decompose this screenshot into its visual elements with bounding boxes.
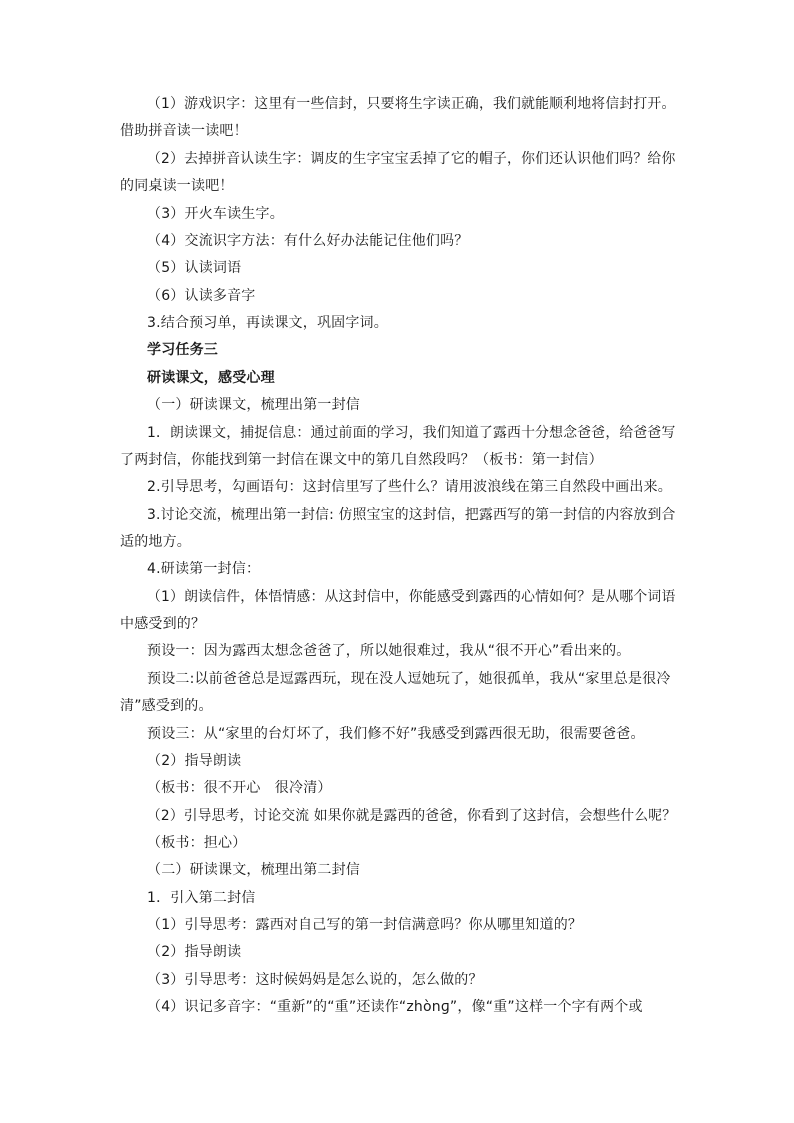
text-line: 的同桌读一读吧！ [120,178,234,194]
text-line: 2.引导思考，勾画语句：这封信里写了些什么？请用波浪线在第三自然段中画出来。 [147,479,672,495]
text-line: （4）交流识字方法：有什么好办法能记住他们吗？ [147,233,469,249]
text-line: 了两封信，你能找到第一封信在课文中的第几自然段吗？（板书：第一封信） [120,452,603,468]
text-line: （2）指导朗读 [147,944,242,960]
text-line: （4）识记多音字：“重新”的“重”还读作“zhònɡ”，像“重”这样一个字有两个或 [147,999,643,1015]
text-line: 预设二:以前爸爸总是逗露西玩，现在没人逗她玩了，她很孤单，我从“家里总是很冷 [147,671,671,687]
text-line: 1．引入第二封信 [147,890,256,906]
text-line: （板书：担心） [147,835,247,851]
text-line: 清”感受到的。 [120,698,213,714]
text-line: （5）认读词语 [147,260,242,276]
text-line: （1）朗读信件，体悟情感：从这封信中，你能感受到露西的心情如何？是从哪个词语 [147,589,676,605]
text-line: （1）游戏识字：这里有一些信封，只要将生字读正确，我们就能顺利地将信封打开。 [147,96,676,112]
text-line: （3）引导思考：这时候妈妈是怎么说的，怎么做的？ [147,972,483,988]
text-line: 4.研读第一封信： [147,561,261,577]
text-line: 3.结合预习单，再读课文，巩固字词。 [147,315,388,331]
text-line: （2）指导朗读 [147,753,242,769]
text-line: （2）去掉拼音认读生字：调皮的生字宝宝丢掉了它的帽子，你们还认识他们吗？给你 [147,151,676,167]
text-line: 适的地方。 [120,534,191,550]
text-line: 1．朗读课文，捕捉信息：通过前面的学习，我们知道了露西十分想念爸爸，给爸爸写 [147,425,676,441]
text-line: 预设三：从“家里的台灯坏了，我们修不好”我感受到露西很无助，很需要爸爸。 [147,726,645,742]
text-line: （6）认读多音字 [147,288,256,304]
text-line: （一）研读课文，梳理出第一封信 [147,397,360,413]
text-line: （2）引导思考，讨论交流 如果你就是露西的爸爸，你看到了这封信，会想些什么呢？ [147,808,677,824]
section-subheading: 研读课文，感受心理 [147,370,275,386]
text-line: （3）开火车读生字。 [147,206,284,222]
text-line: 中感受到的？ [120,616,206,632]
text-line: 3.讨论交流，梳理出第一封信: 仿照宝宝的这封信，把露西写的第一封信的内容放到合 [147,507,676,523]
text-line: （1）引导思考：露西对自己写的第一封信满意吗？你从哪里知道的？ [147,917,583,933]
text-line: （板书：很不开心 很冷清） [147,780,332,796]
text-line: 预设一：因为露西太想念爸爸了，所以她很难过，我从“很不开心”看出来的。 [147,643,631,659]
section-heading: 学习任务三 [147,342,218,358]
text-line: （二）研读课文，梳理出第二封信 [147,862,360,878]
text-line: 借助拼音读一读吧！ [120,123,248,139]
